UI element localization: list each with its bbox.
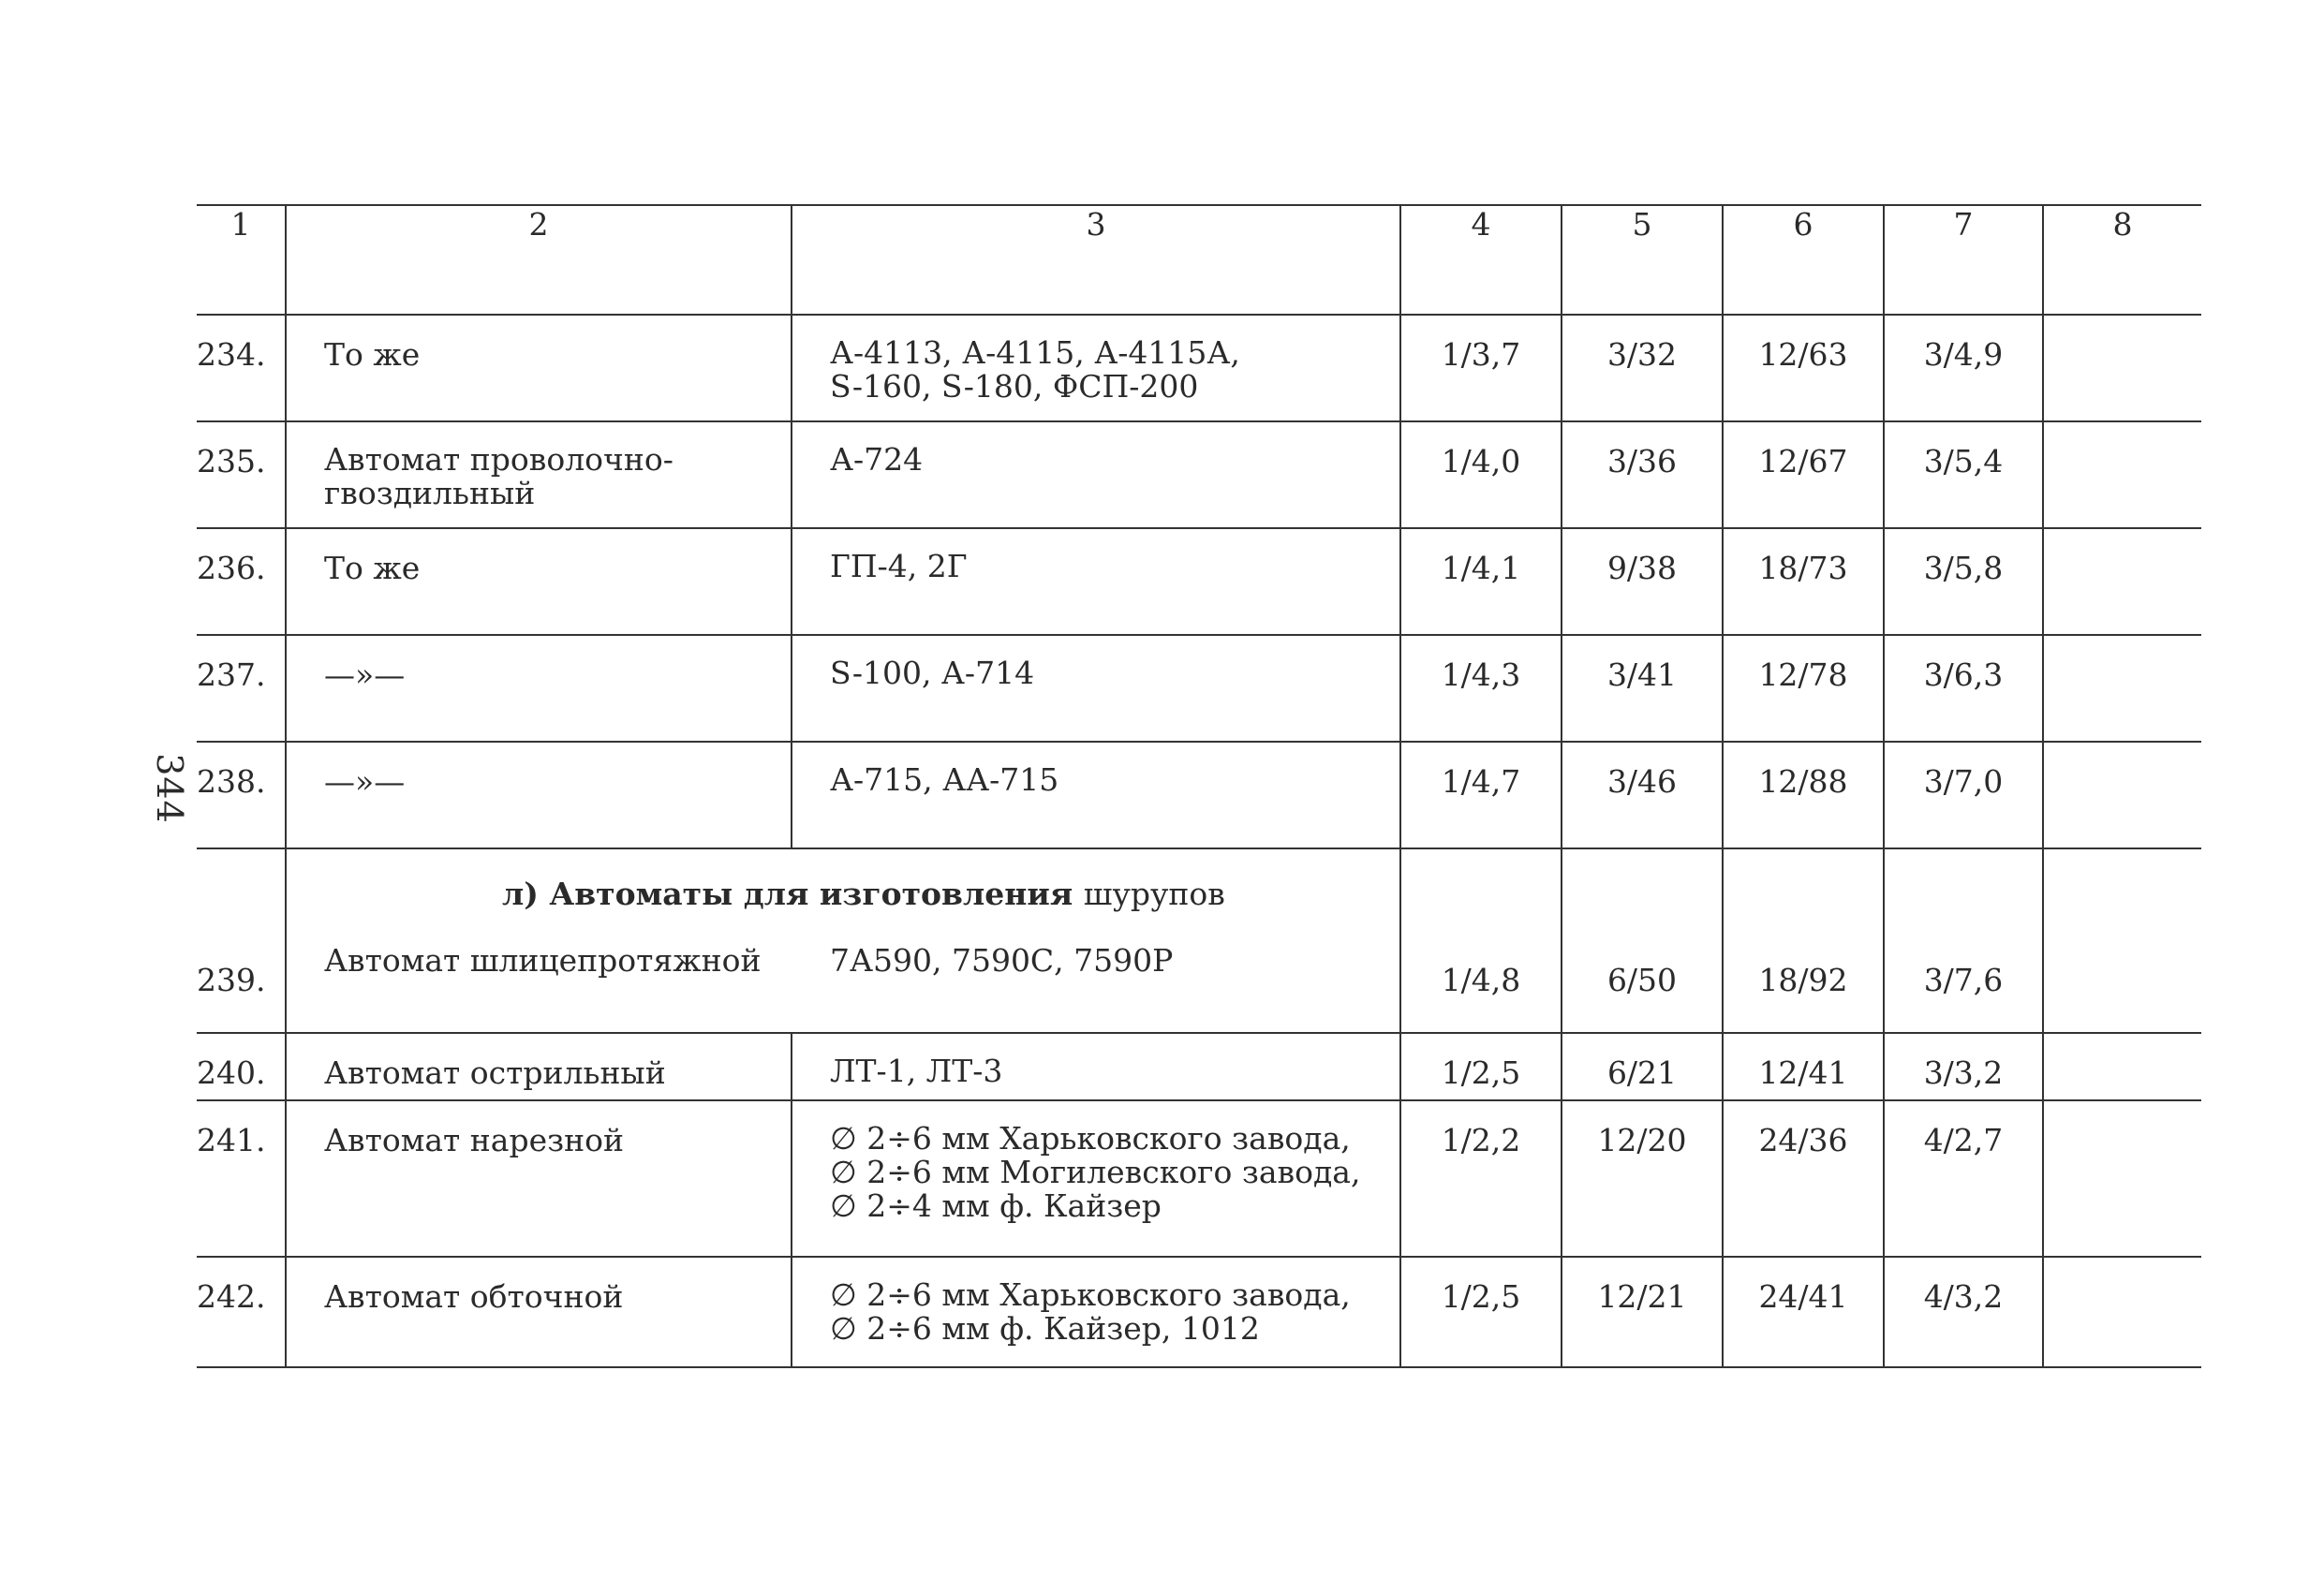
value-col4: 1/4,7 xyxy=(1441,763,1521,800)
value-col7: 3/3,2 xyxy=(1923,1054,2004,1091)
value-col4: 1/2,2 xyxy=(1441,1122,1521,1158)
equipment-name: Автомат шлицепротяжной xyxy=(324,942,762,979)
table-row xyxy=(197,315,2201,421)
table-row xyxy=(197,528,2201,635)
value-col6: 12/88 xyxy=(1758,763,1848,800)
value-col6: 24/36 xyxy=(1758,1122,1848,1158)
equipment-name: То же xyxy=(324,550,421,586)
value-col5: 12/21 xyxy=(1597,1278,1687,1315)
value-col7: 3/6,3 xyxy=(1923,656,2004,693)
value-col6: 12/78 xyxy=(1758,656,1848,693)
equipment-name: —»— xyxy=(324,656,406,693)
model-line: ∅ 2÷6 мм ф. Кайзер, 1012 xyxy=(830,1310,1260,1347)
value-col7: 3/4,9 xyxy=(1923,336,2004,373)
model-list xyxy=(792,1034,1399,1088)
value-col5: 6/50 xyxy=(1606,962,1678,998)
value-col6: 18/92 xyxy=(1758,962,1848,998)
value-col8 xyxy=(2044,1258,2201,1278)
table-row xyxy=(197,742,2201,848)
model-list xyxy=(792,422,1399,477)
page-number: 344 xyxy=(148,753,190,824)
table-row xyxy=(197,635,2201,742)
value-col5: 6/21 xyxy=(1606,1054,1678,1091)
model-line: 7А590, 7590С, 7590Р xyxy=(830,942,1174,979)
equipment-name: Автомат нарезной xyxy=(324,1122,624,1158)
column-header-8: 8 xyxy=(2043,205,2201,315)
model-list xyxy=(792,1101,1399,1223)
model-line: ∅ 2÷6 мм Харьковского завода, xyxy=(830,1276,1351,1313)
value-col4: 1/2,5 xyxy=(1441,1054,1521,1091)
value-col4: 1/3,7 xyxy=(1441,336,1521,373)
model-line: А-4113, А-4115, А-4115А, xyxy=(830,334,1240,371)
model-line: ∅ 2÷6 мм Могилевского завода, xyxy=(830,1154,1361,1190)
model-list xyxy=(792,743,1399,797)
value-col6: 24/41 xyxy=(1758,1278,1848,1315)
value-col6: 12/41 xyxy=(1758,1054,1848,1091)
row-number: 238. xyxy=(197,763,266,800)
row-number: 241. xyxy=(197,1122,266,1158)
equipment-name: Автомат острильный xyxy=(324,1054,666,1091)
value-col5: 3/41 xyxy=(1606,656,1678,693)
model-line: S-100, А-714 xyxy=(830,655,1035,691)
value-col8 xyxy=(2044,316,2201,336)
model-list xyxy=(792,529,1399,583)
column-header-2: 2 xyxy=(286,205,792,315)
value-col5: 9/38 xyxy=(1606,550,1678,586)
table-row xyxy=(197,1033,2201,1100)
table-row xyxy=(197,848,2201,1033)
value-col4: 1/4,8 xyxy=(1441,962,1521,998)
equipment-name: Автомат обточной xyxy=(324,1278,624,1315)
table-row xyxy=(197,1100,2201,1257)
value-col5: 3/46 xyxy=(1606,763,1678,800)
row-number: 234. xyxy=(197,336,266,373)
value-col8 xyxy=(2044,422,2201,443)
value-col8 xyxy=(2044,636,2201,656)
value-col4: 1/2,5 xyxy=(1441,1278,1521,1315)
row-number: 242. xyxy=(197,1278,266,1315)
model-line: ЛТ-1, ЛТ-3 xyxy=(830,1053,1003,1089)
value-col8 xyxy=(2044,743,2201,763)
value-col6: 12/63 xyxy=(1758,336,1848,373)
column-header-1: 1 xyxy=(197,205,286,315)
value-col4: 1/4,0 xyxy=(1441,443,1521,479)
column-header-7: 7 xyxy=(1884,205,2043,315)
value-col7: 3/7,6 xyxy=(1923,962,2004,998)
value-col7: 4/3,2 xyxy=(1923,1278,2004,1315)
value-col8 xyxy=(2044,1101,2201,1122)
equipment-name: —»— xyxy=(324,763,406,800)
value-col5: 12/20 xyxy=(1597,1122,1687,1158)
table-row xyxy=(197,1257,2201,1367)
model-line: S-160, S-180, ФСП-200 xyxy=(830,368,1199,405)
value-col7: 3/7,0 xyxy=(1923,763,2004,800)
value-col8 xyxy=(2044,849,2201,962)
model-list xyxy=(792,636,1399,690)
value-col5: 3/36 xyxy=(1606,443,1678,479)
model-line: А-715, АА-715 xyxy=(830,761,1059,798)
column-header-6: 6 xyxy=(1723,205,1884,315)
column-number-header-row xyxy=(197,205,2201,315)
value-col8 xyxy=(2044,529,2201,550)
column-header-5: 5 xyxy=(1562,205,1723,315)
value-col6: 18/73 xyxy=(1758,550,1848,586)
row-number: 235. xyxy=(197,443,266,479)
row-number: 237. xyxy=(197,656,266,693)
model-list xyxy=(792,1258,1399,1346)
equipment-name: Автомат проволочно-гвоздильный xyxy=(324,441,674,511)
equipment-table xyxy=(197,204,2201,1368)
table-row xyxy=(197,421,2201,528)
equipment-name: То же xyxy=(324,336,421,373)
model-line: ∅ 2÷6 мм Харьковского завода, xyxy=(830,1120,1351,1157)
row-number: 236. xyxy=(197,550,266,586)
value-col7: 3/5,4 xyxy=(1923,443,2004,479)
value-col6: 12/67 xyxy=(1758,443,1848,479)
model-line: ГП-4, 2Г xyxy=(830,548,968,584)
section-heading xyxy=(287,849,1399,912)
value-col8 xyxy=(2044,1034,2201,1054)
value-col7: 3/5,8 xyxy=(1923,550,2004,586)
column-header-3: 3 xyxy=(792,205,1400,315)
section-heading-rest: шурупов xyxy=(1083,876,1225,912)
row-number: 240. xyxy=(197,1054,266,1091)
value-col5: 3/32 xyxy=(1606,336,1678,373)
model-line: ∅ 2÷4 мм ф. Кайзер xyxy=(830,1187,1162,1224)
row-number: 239. xyxy=(197,962,266,998)
model-line: А-724 xyxy=(830,441,924,478)
value-col7: 4/2,7 xyxy=(1923,1122,2004,1158)
column-header-4: 4 xyxy=(1400,205,1562,315)
value-col4: 1/4,1 xyxy=(1441,550,1521,586)
model-list xyxy=(792,316,1399,404)
value-col4: 1/4,3 xyxy=(1441,656,1521,693)
section-heading-bold: л) Автоматы для изготовления xyxy=(502,876,1073,912)
